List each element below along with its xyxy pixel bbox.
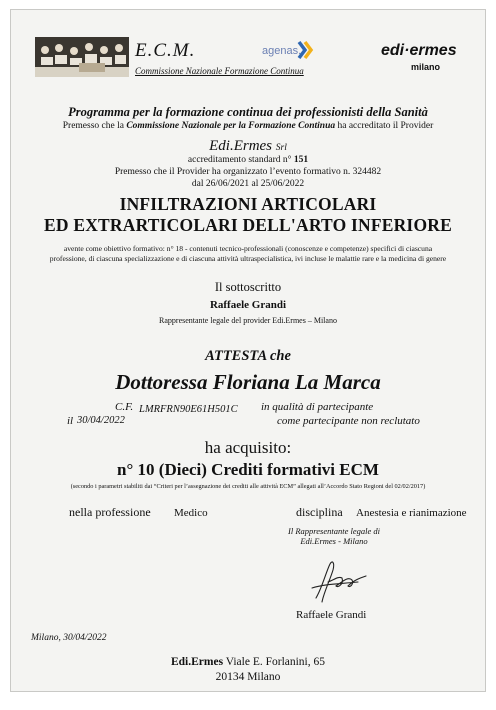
date-label: il — [67, 415, 74, 427]
recipient-name: Dottoressa Floriana La Marca — [115, 370, 381, 394]
course-title-line2: ED EXTRARTICOLARI DELL'ARTO INFERIORE — [44, 215, 452, 235]
accreditation-number: 151 — [293, 155, 309, 165]
place-date: Milano, 30/04/2022 — [31, 633, 107, 643]
program-title: Programma per la formazione continua dei professionisti della Sanità — [68, 105, 428, 119]
ediermes-logo: edi·ermes — [381, 42, 457, 59]
provider-type: Srl — [275, 143, 287, 153]
participant-type: come partecipante non reclutato — [277, 415, 420, 427]
signatory-intro: Il sottoscritto — [214, 280, 282, 294]
footer-address-line — [11, 656, 485, 668]
attestation-heading: ATTESTA che — [205, 348, 291, 364]
agenas-logo-icon — [296, 40, 314, 60]
ecm-painting-icon — [35, 37, 129, 77]
signature-caption-line1: Il Rappresentante legale di — [288, 526, 380, 536]
footer-address: Viale E. Forlanini, 65 — [223, 656, 326, 668]
signature-name: Raffaele Grandi — [296, 609, 367, 621]
signatory-role: Rappresentante legale del provider Edi.Ermes – Milano — [159, 316, 337, 325]
course-title-line1: INFILTRAZIONI ARTICOLARI — [119, 194, 377, 214]
profession-label: nella professione — [69, 505, 151, 519]
ecm-title: E.C.M. — [135, 40, 196, 61]
objective-line2: professione, di ciascuna specializzazione e di ciascuna attività ultraspecialistica, ivi incluse le malattie rare e la medicina di genere — [49, 254, 447, 263]
issue-date: 30/04/2022 — [77, 415, 125, 426]
discipline-value: Anestesia e rianimazione — [356, 507, 467, 519]
accreditation-line: accreditamento standard n° 151 — [187, 155, 309, 165]
profession-value: Medico — [174, 507, 208, 519]
ecm-subtitle: Commissione Nazionale Formazione Continua — [135, 66, 304, 76]
credits-earned: n° 10 (Dieci) Crediti formativi ECM — [117, 460, 379, 479]
footer-city: 20134 Milano — [215, 671, 281, 683]
footer-company: Edi.Ermes — [170, 656, 224, 668]
commission-name: Commissione Nazionale per la Formazione Continua — [126, 121, 336, 131]
event-line: Premesso che il Provider ha organizzato l’evento formativo n. 324482 — [114, 167, 382, 177]
date-range: dal 26/06/2021 al 25/06/2022 — [191, 179, 305, 189]
signature-caption-line2: Edi.Ermes - Milano — [300, 536, 368, 546]
provider-name-line — [11, 138, 485, 155]
agenas-logo: agenas. — [262, 45, 302, 57]
acquired-label: ha acquisito: — [204, 438, 292, 457]
ediermes-city: milano — [411, 62, 441, 72]
provider-name: Edi.Ermes — [209, 138, 273, 154]
criteria-note: (secondo i parametri stabiliti dai “Criteri per l’assegnazione dei crediti alle attività ECM” allegati all’Accordo Stato Regioni del 02/02/2017) — [70, 483, 426, 490]
certificate-page — [10, 9, 486, 692]
premise-line: Premesso che la Commissione Nazionale per la Formazione Continua ha accreditato il Provider — [62, 121, 434, 131]
quality-label: in qualità di partecipante — [261, 401, 374, 413]
discipline-label: disciplina — [296, 505, 343, 519]
objective-line1: avente come obiettivo formativo: n° 18 - contenuti tecnico-professionali (conoscenze e competenze) specifici di ciascuna — [63, 244, 433, 253]
cf-value: LMRFRN90E61H501C — [139, 404, 238, 415]
cf-label: C.F. — [115, 401, 134, 413]
handwritten-signature — [308, 558, 370, 606]
signatory-name: Raffaele Grandi — [209, 299, 287, 311]
